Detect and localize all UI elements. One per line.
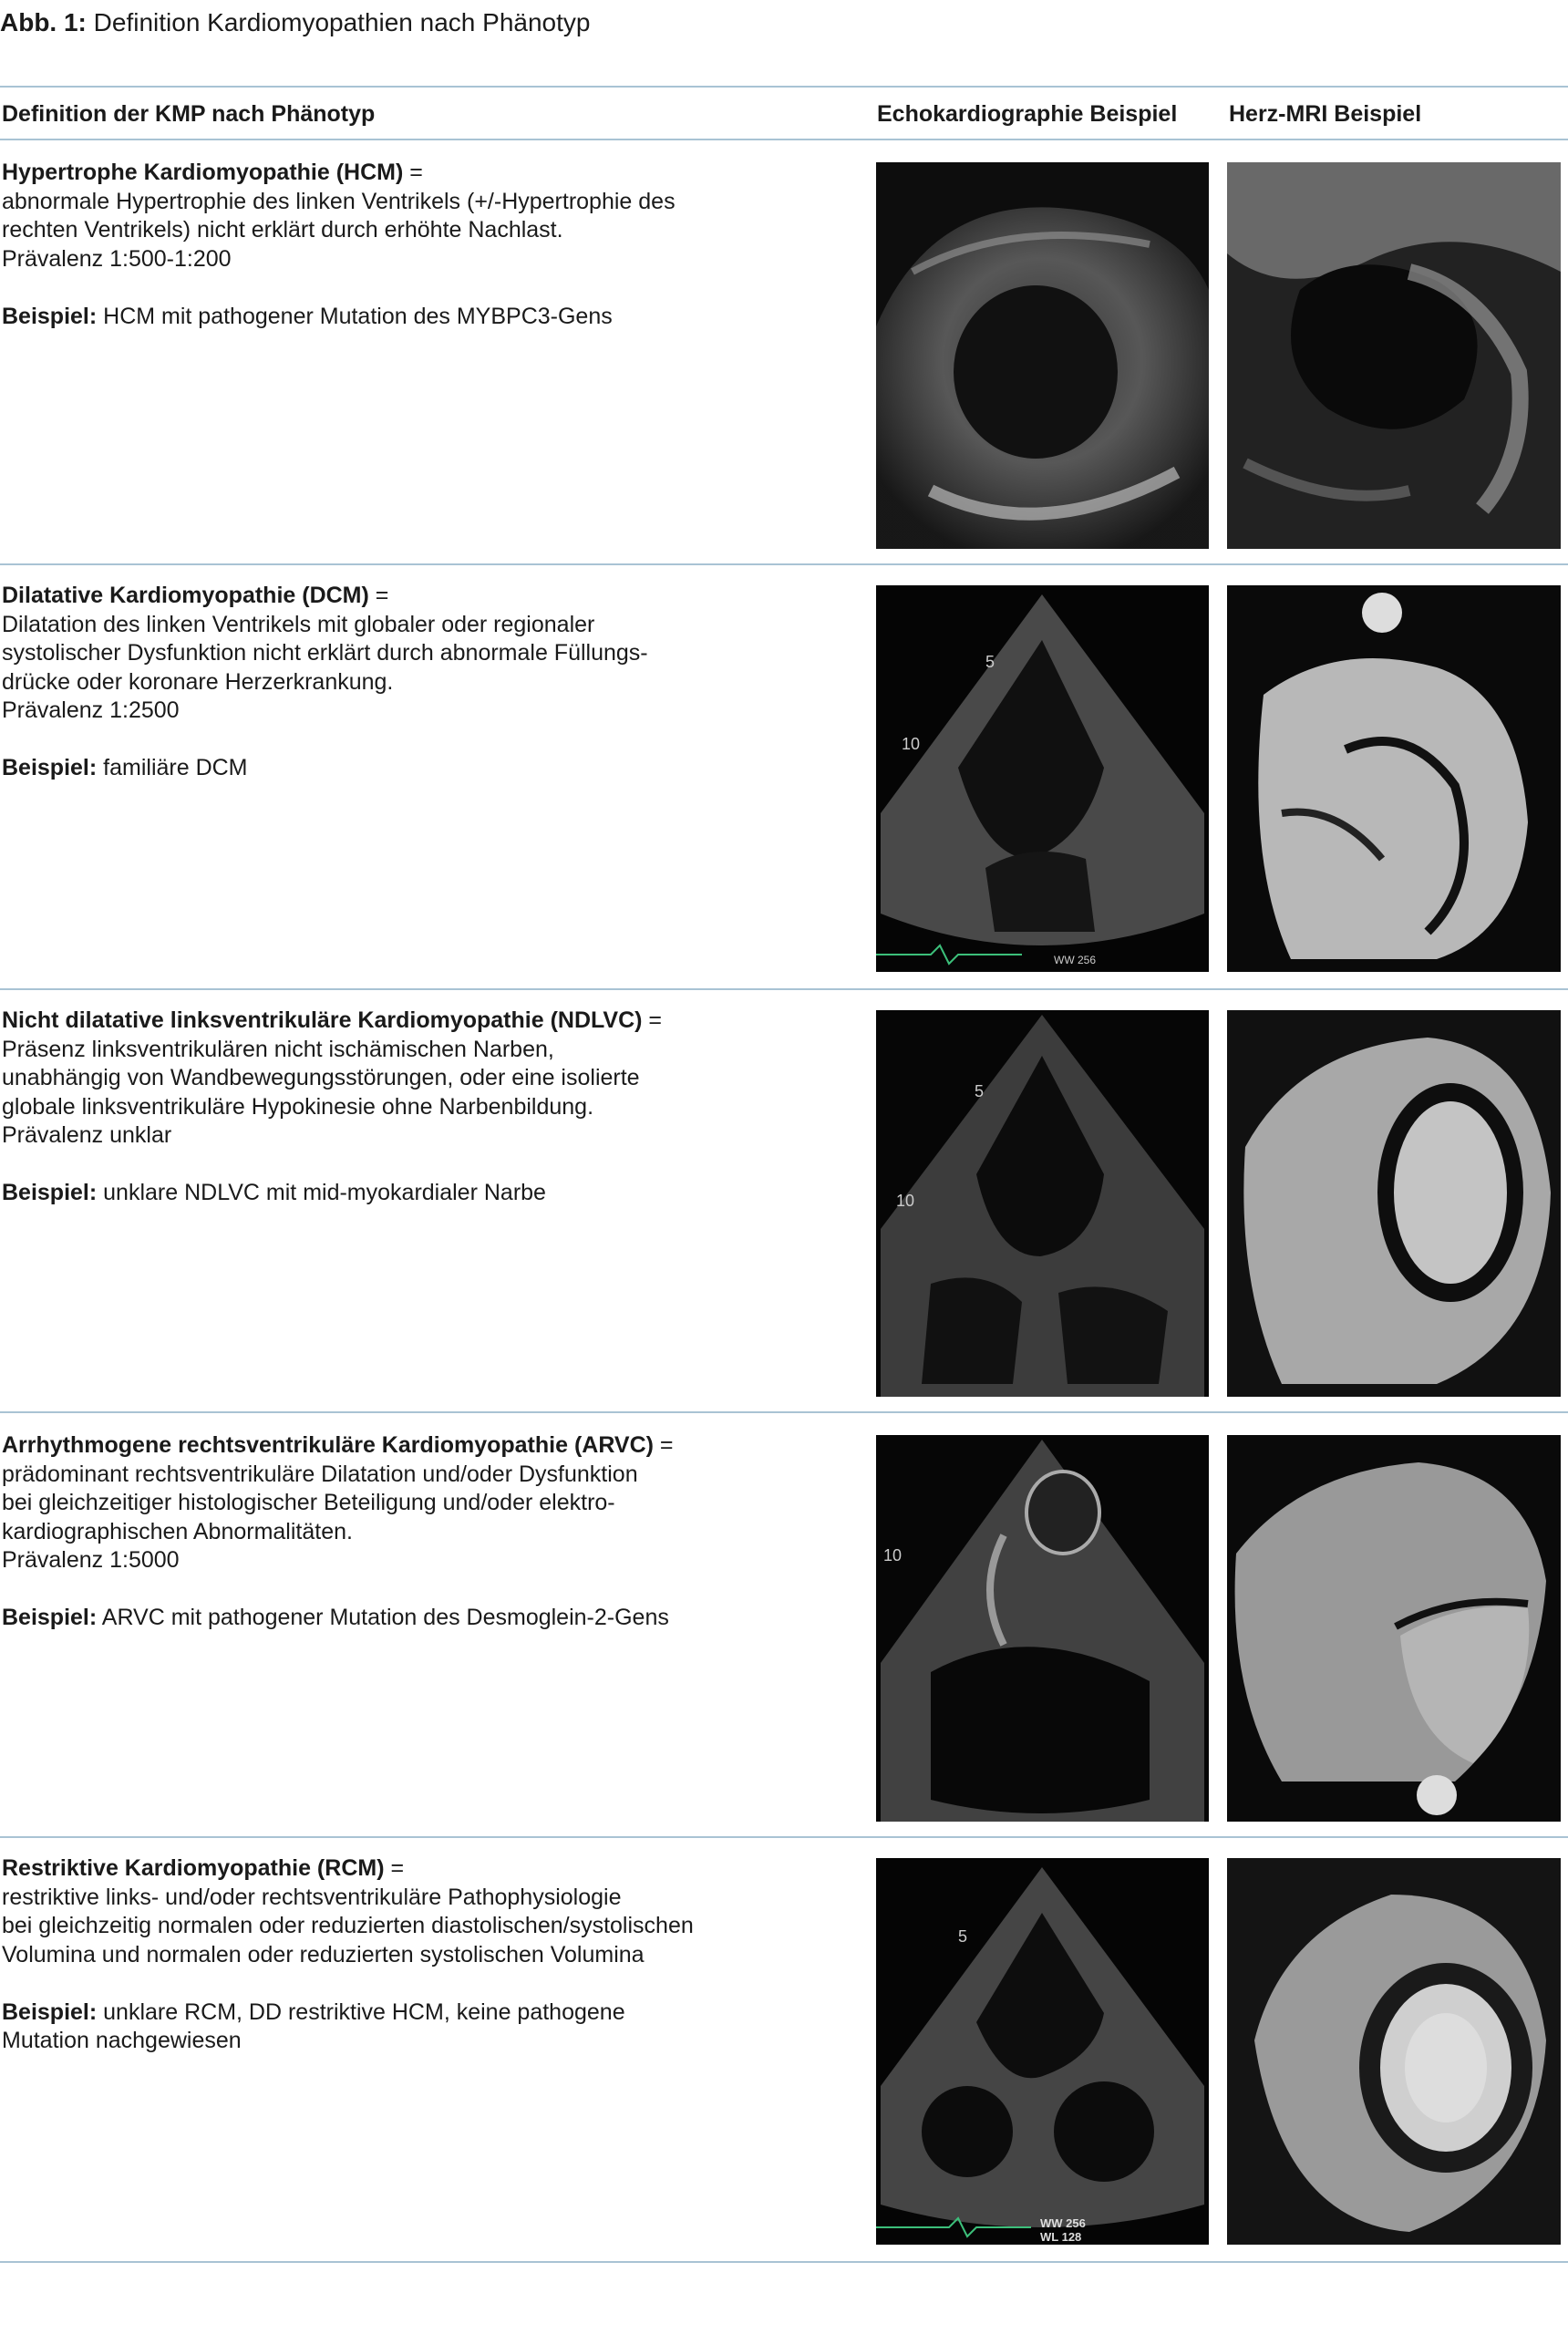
- prevalence: Prävalenz 1:500-1:200: [2, 245, 232, 272]
- description-line: globale linksventrikuläre Hypokinesie ohne Narbenbildung.: [2, 1093, 594, 1120]
- example: Beispiel: unklare RCM, DD restriktive HCM, keine pathogene: [2, 1998, 625, 2025]
- rcm-description: Restriktive Kardiomyopathie (RCM) = restriktive links- und/oder rechtsventrikuläre Pathophysiologie bei gleichzeitig normalen oder reduzierten diastolischen/systolischen Volumina und normalen oder reduzierten systolischen Volumina Beispiel: unklare RCM, DD restriktive HCM, keine pathogene Mutation nachgewiesen: [2, 1854, 850, 2056]
- row-divider: [0, 563, 1568, 565]
- arvc-description: Arrhythmogene rechtsventrikuläre Kardiomyopathie (ARVC) = prädominant rechtsventrikuläre Dilatation und/oder Dysfunktion bei gleichzeitiger histologischer Beteiligung und/oder elektro- kardiographischen Abnormalitäten. Prävalenz 1:5000 Beispiel: ARVC mit pathogener Mutation des Desmoglein-2-Gens: [2, 1431, 850, 1633]
- description-line: systolischer Dysfunktion nicht erklärt durch abnormale Füllungs-: [2, 640, 648, 666]
- mri-image-hcm: [1227, 162, 1561, 549]
- echo-image-dcm: [876, 585, 1209, 972]
- mri-image-ndlvc: [1227, 1010, 1561, 1397]
- example: Beispiel: familiäre DCM: [2, 755, 248, 780]
- description-line: Dilatation des linken Ventrikels mit globaler oder regionaler: [2, 611, 595, 637]
- description-line: Volumina und normalen oder reduzierten systolischen Volumina: [2, 1941, 645, 1967]
- row-divider: [0, 988, 1568, 990]
- prevalence: Prävalenz unklar: [2, 1122, 172, 1148]
- description-line: kardiographischen Abnormalitäten.: [2, 1518, 353, 1544]
- prevalence: Prävalenz 1:2500: [2, 697, 180, 723]
- example: Beispiel: HCM mit pathogener Mutation des MYBPC3-Gens: [2, 303, 613, 329]
- header-top-rule: [0, 86, 1568, 88]
- echo-scale-label: 10: [896, 1192, 915, 1210]
- row-name: Hypertrophe Kardiomyopathie (HCM): [2, 160, 404, 185]
- description-line: Präsenz linksventrikulären nicht ischämischen Narben,: [2, 1036, 554, 1062]
- row-name: Dilatative Kardiomyopathie (DCM): [2, 583, 369, 608]
- dcm-description: Dilatative Kardiomyopathie (DCM) = Dilatation des linken Ventrikels mit globaler oder regionaler systolischer Dysfunktion nicht erklärt durch abnormale Füllungs- drücke oder koronare Herzerkrankung. Prävalenz 1:2500 Beispiel: familiäre DCM: [2, 582, 850, 783]
- hcm-description: Hypertrophe Kardiomyopathie (HCM) = abnormale Hypertrophie des linken Ventrikels (+/-Hypertrophie des rechten Ventrikels) nicht erklärt durch erhöhte Nachlast. Prävalenz 1:500-1:200 Beispiel: HCM mit pathogener Mutation des MYBPC3-Gens: [2, 159, 850, 331]
- mri-image-arvc: [1227, 1435, 1561, 1822]
- prevalence: Prävalenz 1:5000: [2, 1547, 180, 1573]
- description-line: bei gleichzeitiger histologischer Beteiligung und/oder elektro-: [2, 1490, 615, 1515]
- description-line: unabhängig von Wandbewegungsstörungen, oder eine isolierte: [2, 1065, 640, 1090]
- echo-image-rcm: [876, 1858, 1209, 2245]
- figure-title: [0, 7, 590, 38]
- description-line: restriktive links- und/oder rechtsventrikuläre Pathophysiologie: [2, 1884, 622, 1910]
- row-name: Nicht dilatative linksventrikuläre Kardiomyopathie (NDLVC): [2, 1007, 643, 1033]
- description-line: abnormale Hypertrophie des linken Ventrikels (+/-Hypertrophie des: [2, 188, 676, 214]
- mri-image-dcm: [1227, 585, 1561, 972]
- row-name: Restriktive Kardiomyopathie (RCM): [2, 1855, 385, 1881]
- echo-level-label: WL 128: [1040, 2230, 1082, 2244]
- ndlvc-description: Nicht dilatative linksventrikuläre Kardiomyopathie (NDLVC) = Präsenz linksventrikulären nicht ischämischen Narben, unabhängig von Wandbewegungsstörungen, oder eine isolierte globale linksventrikuläre Hypokinesie ohne Narbenbildung. Prävalenz unklar Beispiel: unklare NDLVC mit mid-myokardialer Narbe: [2, 1007, 850, 1208]
- table-bottom-rule: [0, 2261, 1568, 2263]
- description-line: rechten Ventrikels) nicht erklärt durch erhöhte Nachlast.: [2, 217, 563, 243]
- row-divider: [0, 1411, 1568, 1413]
- column-header-echo: Echokardiographie Beispiel: [877, 101, 1178, 127]
- description-line: prädominant rechtsventrikuläre Dilatation und/oder Dysfunktion: [2, 1461, 638, 1487]
- mri-image-rcm: [1227, 1858, 1561, 2245]
- echo-scale-label: 10: [902, 735, 921, 753]
- description-line: bei gleichzeitig normalen oder reduzierten diastolischen/systolischen: [2, 1913, 694, 1938]
- figure-title-text: Definition Kardiomyopathien nach Phänotyp: [93, 8, 591, 36]
- example-continuation: Mutation nachgewiesen: [2, 2028, 242, 2053]
- description-line: drücke oder koronare Herzerkrankung.: [2, 668, 394, 695]
- row-name: Arrhythmogene rechtsventrikuläre Kardiomyopathie (ARVC): [2, 1432, 654, 1458]
- echo-image-arvc: [876, 1435, 1209, 1822]
- echo-window-label: WW 256: [1040, 2216, 1086, 2230]
- echo-scale-label: 5: [975, 1082, 985, 1100]
- example: Beispiel: unklare NDLVC mit mid-myokardialer Narbe: [2, 1180, 546, 1205]
- header-bottom-rule: [0, 139, 1568, 140]
- echo-image-ndlvc: [876, 1010, 1209, 1397]
- column-header-definition: Definition der KMP nach Phänotyp: [2, 101, 376, 127]
- echo-scale-label: 5: [958, 1927, 968, 1946]
- echo-scale-label: 10: [883, 1546, 903, 1565]
- echo-image-hcm: [876, 162, 1209, 549]
- echo-scale-label: 5: [985, 653, 995, 671]
- figure-label: Abb. 1:: [0, 8, 87, 36]
- example: Beispiel: ARVC mit pathogener Mutation des Desmoglein-2-Gens: [2, 1605, 669, 1630]
- column-header-mri: Herz-MRI Beispiel: [1229, 101, 1422, 127]
- row-divider: [0, 1836, 1568, 1838]
- echo-window-label: WW 256: [1054, 954, 1097, 966]
